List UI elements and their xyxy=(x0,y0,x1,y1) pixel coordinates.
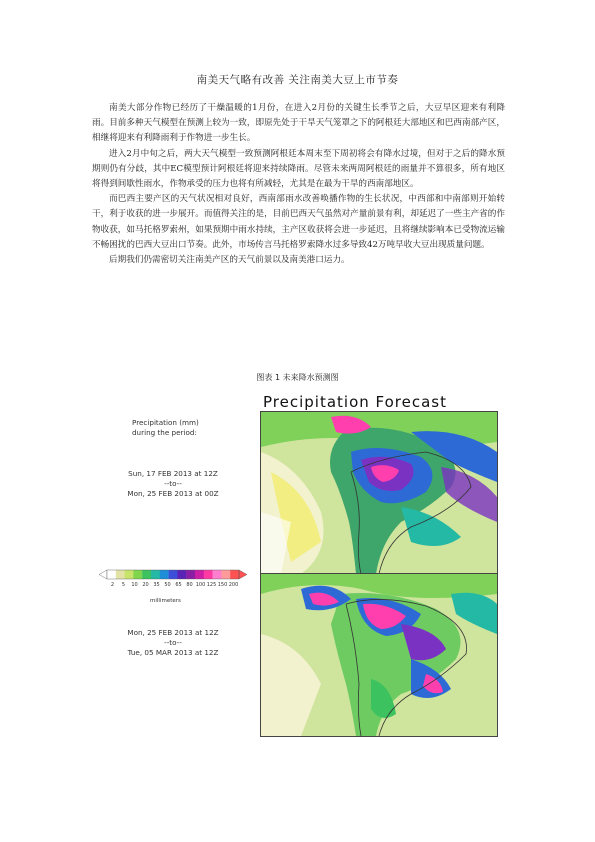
colorbar xyxy=(93,566,253,606)
paragraph-1: 南美大部分作物已经历了干燥温暖的1月份，在进入2月份的关键生长季节之后，大豆早区迎来有利降雨。目前多种天气模型在预测上较为一致，即原先处于干旱天气笼罩之下的阿根廷大部地区和巴西南部产区，相继将迎来有利降雨利于作物进一步生长。 xyxy=(92,103,505,144)
panel1-sep: --to-- xyxy=(164,479,182,488)
panel2-start: Mon, 25 FEB 2013 at 12Z xyxy=(127,628,219,637)
colorbar-swatch xyxy=(186,570,195,579)
colorbar-ticks xyxy=(111,582,238,588)
panel1-start: Sun, 17 FEB 2013 at 12Z xyxy=(128,469,218,478)
forecast-map-1 xyxy=(260,411,498,575)
colorbar-swatch xyxy=(204,570,213,579)
colorbar-tick-label: 65 xyxy=(175,582,182,588)
colorbar-tick-label: 80 xyxy=(186,582,193,588)
colorbar-swatch xyxy=(142,570,151,579)
header-line-1: Precipitation (mm) xyxy=(132,418,199,427)
document-title: 南美天气略有改善 关注南美大豆上市节奏 xyxy=(196,74,399,86)
panel2-period xyxy=(118,628,228,658)
panel2-end: Tue, 05 MAR 2013 at 12Z xyxy=(127,648,219,657)
forecast-map-2 xyxy=(260,573,498,737)
figure-caption: 图表 1 未来降水预测图 xyxy=(256,373,339,382)
precipitation-figure xyxy=(88,391,496,736)
paragraph-3: 而巴西主要产区的天气状况相对良好，西南部雨水改善唤播作物的生长状况，中西部和中南部则开始转干，利于收获的进一步展开。而值得关注的是，目前巴西天气虽然对产量前景有利，却延迟了一些主产省的作物收获，如马托格罗索州，如果预期中雨水持续，主产区收获将会进一步延迟，且将继续影响本已受物流运输不畅困扰的巴西大豆出口节奏。此外，市场传言马托格罗索降水过多导致42万吨早收大豆出现质量问题。 xyxy=(92,194,505,250)
colorbar-swatch xyxy=(221,570,230,579)
panel1-period xyxy=(118,469,228,499)
map-2-graphic xyxy=(261,574,497,736)
colorbar-swatch xyxy=(169,570,178,579)
colorbar-swatch xyxy=(133,570,142,579)
colorbar-tick-label: 125 xyxy=(206,582,217,588)
colorbar-tick-label: 5 xyxy=(121,582,126,588)
colorbar-swatch xyxy=(116,570,125,579)
colorbar-swatch xyxy=(107,570,116,579)
colorbar-tick-label: 2 xyxy=(110,582,115,588)
document-body xyxy=(92,101,505,268)
colorbar-swatch xyxy=(160,570,169,579)
colorbar-tick-label: 20 xyxy=(142,582,149,588)
colorbar-tick-label: 150 xyxy=(217,582,228,588)
paragraph-4: 后期我们仍需密切关注南美产区的天气前景以及南美港口运力。 xyxy=(109,255,350,266)
colorbar-swatch xyxy=(177,570,186,579)
map-title: Precipitation Forecast xyxy=(263,393,447,411)
colorbar-unit: millimeters xyxy=(150,598,181,604)
colorbar-swatch xyxy=(195,570,204,579)
colorbar-right-arrow xyxy=(239,570,247,579)
map-1-graphic xyxy=(261,412,497,574)
colorbar-tick-label: 35 xyxy=(153,582,160,588)
header-line-2: during the period: xyxy=(132,428,197,437)
panel2-sep: --to-- xyxy=(164,638,182,647)
panel1-end: Mon, 25 FEB 2013 at 00Z xyxy=(127,489,219,498)
colorbar-left-arrow xyxy=(99,570,107,579)
period-header xyxy=(132,418,199,438)
colorbar-swatch xyxy=(213,570,222,579)
colorbar-tick-label: 50 xyxy=(164,582,171,588)
colorbar-swatches xyxy=(99,570,247,579)
colorbar-swatch xyxy=(230,570,239,579)
colorbar-swatch xyxy=(151,570,160,579)
colorbar-tick-label: 100 xyxy=(195,582,206,588)
colorbar-tick-label: 10 xyxy=(131,582,138,588)
paragraph-2: 进入2月中旬之后，两大天气模型一致预测阿根廷本周末至下周初将会有降水过境，但对于之后的降水预期则仍有分歧，其中EC模型预计阿根廷将迎来持续降雨。尽管未来两周阿根廷的雨量并不算很多，所有地区将得到间歇性雨水，作物承受的压力也将有所减轻，尤其是在最为干旱的西南部地区。 xyxy=(92,148,505,190)
colorbar-swatch xyxy=(125,570,134,579)
colorbar-tick-label: 200 xyxy=(228,582,239,588)
